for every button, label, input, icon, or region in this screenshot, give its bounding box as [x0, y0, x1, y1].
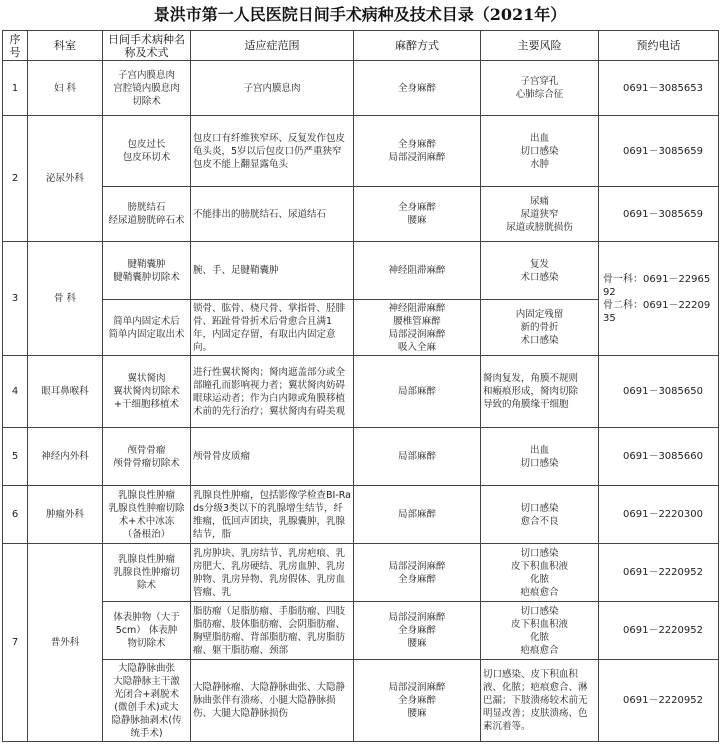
risk-line: 复发: [529, 258, 549, 270]
phone-cell: [599, 187, 719, 242]
risk-cell: [481, 300, 599, 356]
indication-cell: 不能排出的膀胱结石、尿道结石: [191, 187, 354, 242]
dept-cell: 普外科: [28, 544, 103, 742]
document-title: 景洪市第一人民医院日间手术病种及技术目录（2021年）: [153, 5, 567, 24]
risk-line: 内固定残留: [515, 309, 564, 320]
risk-line: 出血: [529, 444, 549, 456]
indication-cell: 进行性翼状胬肉；胬肉遮盖部分或全部瞳孔而影响视力者；翼状胬肉妨碍眼球运动者；作为白内障或角膜移植术前的先行治疗；翼状胬肉有碍美观: [191, 356, 354, 428]
procedure-cell: [103, 300, 191, 356]
dept-cell: 妇 科: [28, 61, 103, 116]
anesthesia-line: 局部浸润麻醉: [388, 560, 446, 572]
phone-number: 0691－3085653: [623, 82, 703, 94]
anesthesia-line: 腰椎管麻醉: [393, 315, 441, 327]
procedure-line: 颅骨骨瘤: [127, 444, 166, 456]
procedure-line: 物切除术: [127, 638, 166, 649]
anesthesia-cell: [354, 300, 481, 356]
indication-cell: 子宫内膜息肉: [191, 61, 354, 116]
procedure-cell: [103, 356, 191, 428]
procedure-line: +干细胞移植术: [114, 399, 179, 410]
risk-cell: [481, 242, 599, 300]
procedure-cell: [103, 486, 191, 544]
dept-cell: 神经内外科: [28, 428, 103, 486]
procedure-line: 大隐静脉主干激: [113, 675, 180, 687]
risk-line: 切口感染: [520, 605, 559, 617]
phone-cell: [599, 486, 719, 544]
risk-line: 尿痛: [529, 195, 549, 207]
anesthesia-line: 局部麻醉: [397, 509, 436, 520]
procedure-line: 乳腺良性肿瘤: [117, 554, 175, 565]
risk-line: 化脓: [529, 631, 549, 643]
risk-line: 术口感染: [520, 271, 559, 283]
anesthesia-cell: [354, 544, 481, 602]
phone-cell: [599, 602, 719, 660]
anesthesia-cell: [354, 660, 481, 742]
table-row: [3, 116, 719, 187]
phone-cell: [599, 242, 719, 356]
dept-cell: 肿瘤外科: [28, 486, 103, 544]
risk-line: 愈合不良: [520, 515, 559, 527]
procedure-line: 统手术): [130, 727, 163, 739]
procedure-line: (微创手术)或大: [114, 701, 179, 713]
procedure-line: 切除术: [132, 95, 161, 107]
anesthesia-line: 局部麻醉: [397, 451, 436, 462]
procedure-line: 大隐静脉曲张: [117, 662, 175, 674]
phone-cell: [599, 356, 719, 428]
row-no: 3: [3, 242, 28, 356]
procedure-line: 5cm） 体表肿: [115, 625, 178, 636]
table-row: [3, 356, 719, 428]
risk-line: 尿道或膀胱损伤: [506, 221, 573, 233]
risk-line: 皮下积血积液: [510, 618, 568, 630]
procedure-cell: [103, 116, 191, 187]
phone-number: 0691－3085659: [623, 208, 703, 220]
procedure-line: 翼状胬肉: [127, 373, 166, 384]
anesthesia-line: 腰麻: [407, 638, 427, 649]
indication-cell: 腕、手、足腱鞘囊肿: [191, 242, 354, 300]
indication-cell: 乳房肿块、乳房结节、乳房疤痕、乳房肥大、乳房硬结、乳房血肿、乳房肿物、乳房异物、乳房假体、乳房血管瘤、乳: [191, 544, 354, 602]
anesthesia-cell: [354, 356, 481, 428]
table-row: [3, 242, 719, 300]
anesthesia-line: 全身麻醉: [397, 625, 436, 636]
anesthesia-line: 局部浸润麻醉: [388, 612, 446, 623]
procedure-line: 乳腺良性肿瘤: [117, 489, 175, 501]
procedure-line: 颅骨骨瘤切除术: [113, 457, 180, 469]
anesthesia-line: 全身麻醉: [397, 202, 436, 213]
anesthesia-cell: [354, 428, 481, 486]
anesthesia-line: 局部浸润麻醉: [388, 682, 446, 693]
risk-line: 切口感染: [520, 547, 559, 559]
risk-line: 疤痕愈合: [520, 586, 559, 598]
header-risk: 主要风险: [481, 31, 599, 61]
indication-cell: 颅骨骨皮质瘤: [191, 428, 354, 486]
indication-cell: 脂肪瘤（足脂肪瘤、手脂肪瘤、四肢脂肪瘤、肢体脂肪瘤、会阴脂肪瘤、胸壁脂肪瘤、背部脂肪瘤、乳房脂肪瘤、躯干脂肪瘤、颈部: [191, 602, 354, 660]
anesthesia-cell: [354, 486, 481, 544]
procedure-line: 简单内固定术后: [113, 315, 180, 327]
risk-line: 术口感染: [520, 335, 559, 346]
procedure-cell: [103, 428, 191, 486]
header-no: 序号: [3, 31, 28, 61]
procedure-line: 膀胱结石: [127, 202, 166, 213]
risk-line: 疤痕愈合: [520, 644, 559, 656]
anesthesia-cell: [354, 187, 481, 242]
row-no: 1: [3, 61, 28, 116]
risk-line: 尿道狭窄: [520, 208, 559, 220]
procedure-line: 子宫内膜息肉: [117, 69, 175, 81]
risk-line: 切口感染: [520, 457, 559, 469]
anesthesia-cell: [354, 602, 481, 660]
indication-cell: 大隐静脉瘤、大隐静脉曲张、大隐静脉曲张伴有溃疡、小腿大隐静脉损伤、大腿大隐静脉损伤: [191, 660, 354, 742]
procedure-line: 翼状胬肉切除术: [113, 386, 180, 397]
dept-cell: 泌尿外科: [28, 116, 103, 242]
procedure-line: （备根治）: [122, 528, 171, 540]
procedure-cell: [103, 660, 191, 742]
risk-line: 导致的角膜缘干细胞: [483, 399, 569, 410]
indication-cell: 锁骨、肱骨、桡尺骨、掌指骨、胫腓骨、跖趾骨骨折术后骨愈合且满1年，内固定存留，有取出内固定意向。: [191, 300, 354, 356]
risk-line: 出血: [529, 132, 549, 144]
risk-line: 化脓: [529, 573, 549, 585]
risk-cell: [481, 544, 599, 602]
anesthesia-line: 神经阻滞麻醉: [388, 302, 446, 314]
procedure-cell: [103, 602, 191, 660]
anesthesia-cell: [354, 242, 481, 300]
procedure-cell: [103, 187, 191, 242]
risk-line: 和瘢痕形成，胬肉切除: [483, 386, 579, 397]
procedure-cell: [103, 242, 191, 300]
header-anesthesia: 麻醉方式: [354, 31, 481, 61]
risk-cell: [481, 356, 599, 428]
anesthesia-cell: [354, 116, 481, 187]
risk-cell: [481, 660, 599, 742]
phone-number: 0691－2220952: [623, 567, 703, 578]
phone-number: 0691－2220952: [623, 695, 703, 706]
risk-line: 水肿: [529, 158, 549, 170]
table-row: [3, 428, 719, 486]
header-dept: 科室: [28, 31, 103, 61]
table-row: [3, 660, 719, 742]
procedure-line: 经尿道膀胱碎石术: [108, 215, 185, 226]
risk-cell: [481, 61, 599, 116]
procedure-line: 腱鞘囊肿切除术: [113, 271, 180, 283]
risk-cell: [481, 116, 599, 187]
anesthesia-line: 局部浸润麻醉: [388, 152, 446, 163]
header-indication: 适应症范围: [191, 31, 354, 61]
risk-line: 切口感染: [520, 145, 559, 157]
table-row: [3, 187, 719, 242]
risk-line: 新的骨折: [520, 322, 559, 333]
phone-cell: [599, 61, 719, 116]
anesthesia-line: 吸入全麻: [397, 341, 436, 353]
anesthesia-line: 局部浸润麻醉: [388, 328, 446, 340]
indication-cell: 乳腺良性肿瘤，包括影像学检查BI-Rads分级3类以下的乳腺增生结节，纤维瘤，低回声团块，乳腺囊肿，乳腺结节，脂: [191, 486, 354, 544]
procedure-line: 隐静脉抽剥术(传: [111, 714, 182, 726]
risk-line: 胬肉复发，角膜不规则: [483, 373, 579, 384]
dept-cell: 骨 科: [28, 242, 103, 356]
risk-line: 切口感染: [520, 502, 559, 514]
risk-cell: [481, 486, 599, 544]
risk-cell: [481, 602, 599, 660]
row-no: 5: [3, 428, 28, 486]
procedure-line: 体表肿物（大于: [113, 612, 180, 623]
row-no: 4: [3, 356, 28, 428]
table-row: [3, 486, 719, 544]
phone-cell: [599, 116, 719, 187]
phone-number: 骨二科：0691－2220935: [603, 299, 711, 324]
procedure-catalog-table: [2, 30, 719, 742]
anesthesia-line: 全身麻醉: [397, 139, 436, 150]
risk-line: 心肺综合征: [515, 89, 564, 100]
anesthesia-line: 全身麻醉: [397, 695, 436, 706]
table-row: [3, 61, 719, 116]
phone-number: 0691－3085650: [623, 386, 703, 397]
header-phone: 预约电话: [599, 31, 719, 61]
anesthesia-line: 全身麻醉: [397, 82, 436, 94]
anesthesia-line: 腰麻: [407, 215, 427, 226]
procedure-cell: [103, 544, 191, 602]
anesthesia-line: 腰麻: [407, 708, 427, 719]
phone-number: 骨一科：0691－2296592: [603, 273, 711, 298]
procedure-line: 包皮环切术: [122, 152, 171, 163]
risk-cell: [481, 428, 599, 486]
header-procedure: 日间手术病种名称及术式: [103, 31, 191, 61]
risk-line: 切口感染、皮下积血积液、化脓；疤痕愈合、淋巴漏；下肢溃疡较术前无明显改善；皮肤溃疡、色素沉着等。: [483, 669, 588, 732]
procedure-line: 除术: [136, 580, 156, 591]
phone-cell: [599, 660, 719, 742]
row-no: 7: [3, 544, 28, 742]
phone-number: 0691－2220952: [623, 625, 703, 636]
risk-cell: [481, 187, 599, 242]
risk-line: 皮下积血积液: [510, 560, 568, 572]
procedure-line: 乳腺良性肿瘤切除术+术中冰冻: [108, 502, 185, 527]
procedure-line: 乳腺良性肿瘤切: [113, 567, 180, 578]
procedure-line: 包皮过长: [127, 139, 166, 150]
anesthesia-cell: [354, 61, 481, 116]
anesthesia-line: 局部麻醉: [397, 386, 436, 397]
procedure-line: 光闭合+剥脱术: [114, 688, 179, 700]
table-row: [3, 602, 719, 660]
table-row: [3, 544, 719, 602]
risk-line: 子宫穿孔: [520, 76, 559, 87]
phone-cell: [599, 544, 719, 602]
anesthesia-line: 神经阻滞麻醉: [388, 265, 446, 276]
phone-number: 0691－3085659: [623, 145, 703, 157]
indication-cell: 包皮口有纤维狭窄环、反复发作包皮龟头炎，5岁以后包皮口仍严重狭窄包皮不能上翻显露龟头: [191, 116, 354, 187]
row-no: 6: [3, 486, 28, 544]
phone-number: 0691－3085660: [623, 451, 703, 462]
anesthesia-line: 全身麻醉: [397, 573, 436, 585]
dept-cell: 眼耳鼻喉科: [28, 356, 103, 428]
procedure-line: 宫腔镜内膜息肉: [113, 82, 180, 94]
phone-cell: [599, 428, 719, 486]
procedure-line: 腱鞘囊肿: [127, 258, 166, 270]
procedure-cell: [103, 61, 191, 116]
phone-number: 0691－2220300: [623, 509, 703, 520]
procedure-line: 简单内固定取出术: [108, 328, 185, 340]
header-row: [3, 31, 719, 61]
row-no: 2: [3, 116, 28, 242]
